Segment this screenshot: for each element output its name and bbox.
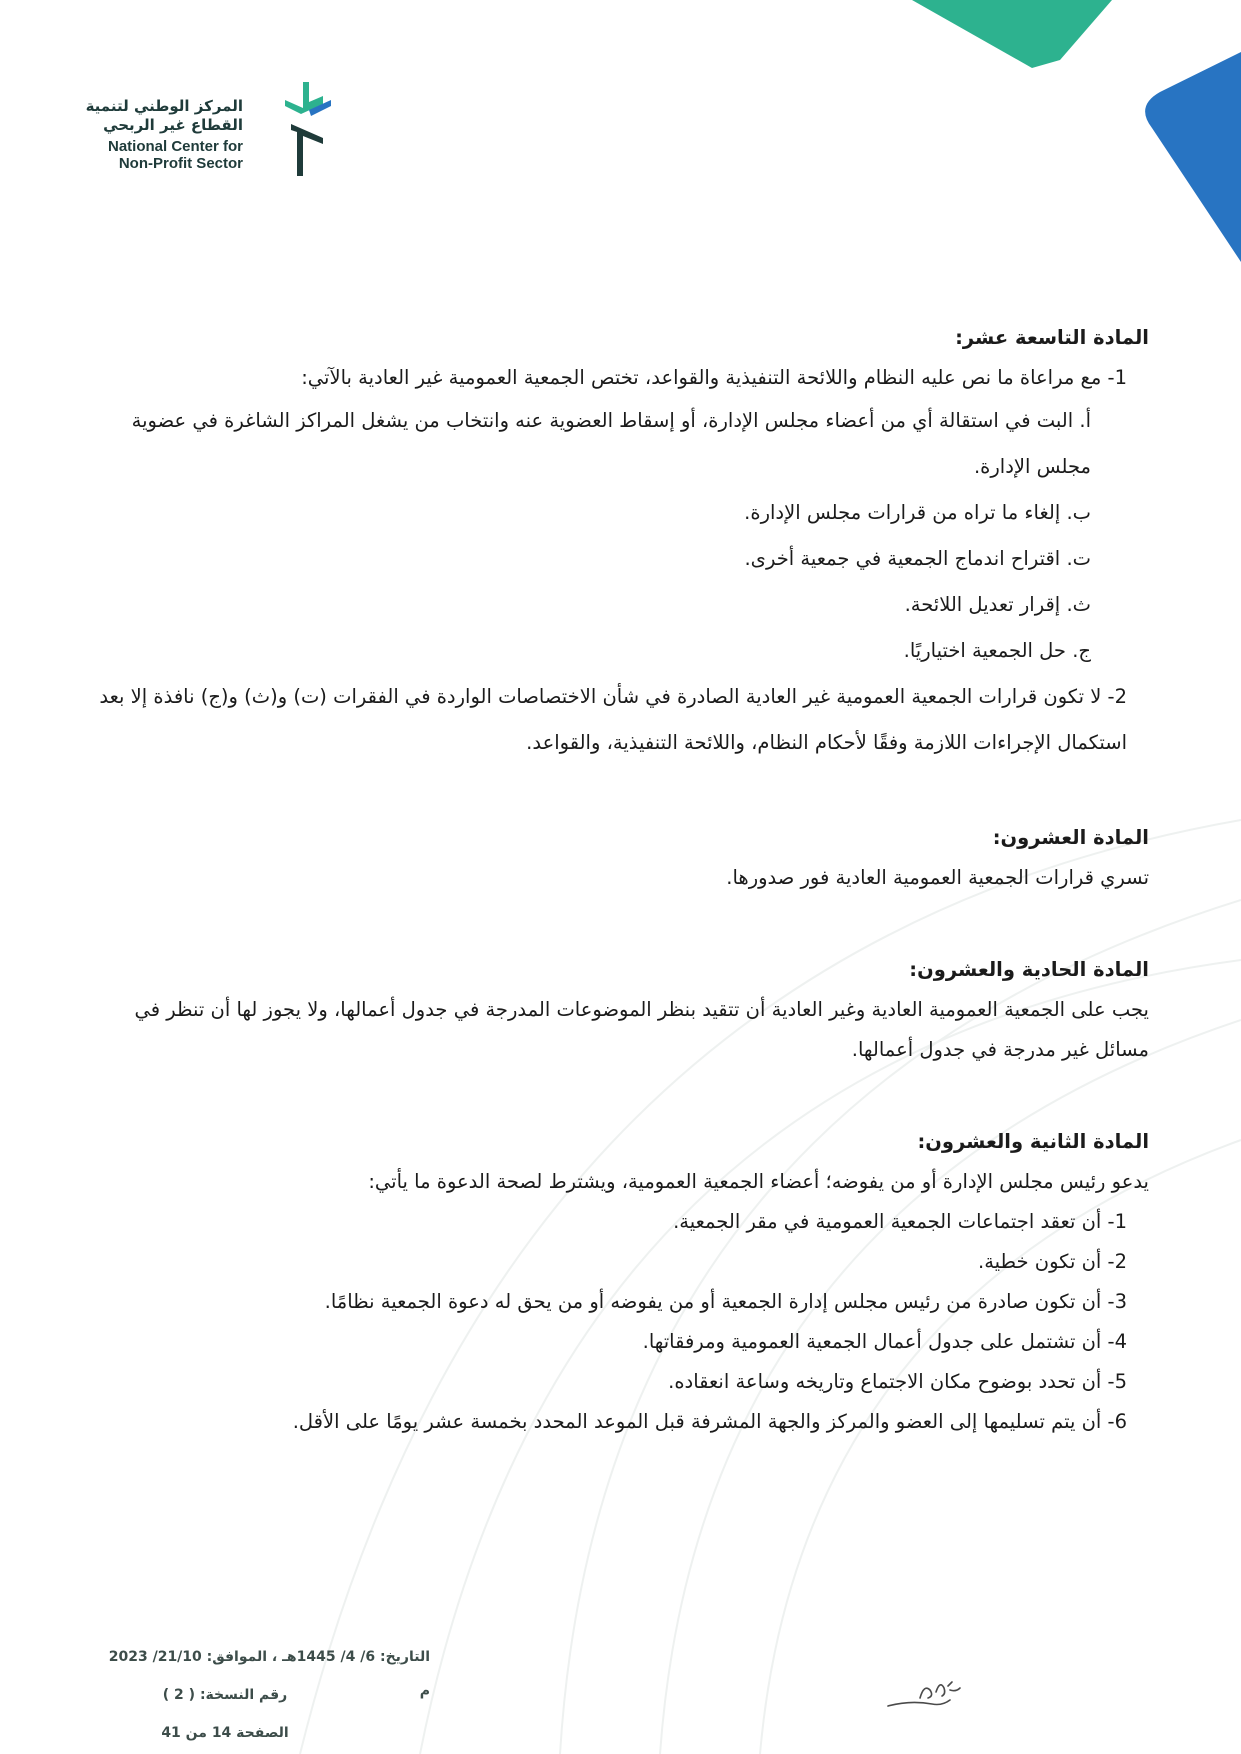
item-number: 1- [1107,1210,1127,1233]
footer-version: رقم النسخة: ( 2 ) [162,1687,288,1703]
item-text: أن يتم تسليمها إلى العضو والمركز والجهة المشرفة قبل الموعد المحدد بخمسة عشر يومًا على الأقل. [292,1410,1102,1433]
item-number: 5- [1107,1370,1127,1393]
article-19-sub-a [89,398,1149,490]
item-number: 3- [1107,1290,1127,1313]
article-22-item-1 [89,1202,1149,1242]
item-text: أن تكون خطية. [978,1250,1102,1273]
item-number: 1- [1107,366,1127,389]
article-22-item-2 [89,1242,1149,1282]
item-number: 6- [1107,1410,1127,1433]
article-19-item-2 [89,674,1149,766]
article-22-item-4 [89,1322,1149,1362]
item-text: أن تكون صادرة من رئيس مجلس إدارة الجمعية أو من يفوضه أو من يحق له دعوة الجمعية نظامًا. [324,1290,1102,1313]
sub-letter: ث. [1066,593,1091,616]
article-22-title: المادة الثانية والعشرون: [917,1130,1149,1153]
sub-letter: ب. [1066,501,1091,524]
sub-text: البت في استقالة أي من أعضاء مجلس الإدارة، أو إسقاط العضوية عنه وانتخاب من يشغل المراكز الشاغرة في عضوية مجلس الإدارة. [131,409,1091,478]
article-19-sub-t [89,536,1149,582]
sub-text: إلغاء ما تراه من قرارات مجلس الإدارة. [744,501,1061,524]
logo-english-line-2: Non-Profit Sector [118,155,243,172]
footer-page-number: الصفحة 14 من 41 [161,1725,289,1741]
item-text: أن تشتمل على جدول أعمال الجمعية العمومية ومرفقاتها. [642,1330,1102,1353]
sub-text: إقرار تعديل اللائحة. [904,593,1061,616]
sub-letter: أ. [1079,409,1091,432]
logo-english-line-1: National Center for [107,138,243,155]
article-22-item-3 [89,1282,1149,1322]
article-20-text: تسري قرارات الجمعية العمومية العادية فور صدورها. [726,866,1149,889]
article-19-sub-th [89,582,1149,628]
logo-arabic-line-2: القطاع غير الربحي [103,116,243,134]
article-19-item-1 [89,358,1149,398]
sub-letter: ج. [1072,639,1091,662]
article-19-sub-b [89,490,1149,536]
item-text: مع مراعاة ما نص عليه النظام واللائحة التنفيذية والقواعد، تختص الجمعية العمومية غير العادية بالآتي: [301,366,1102,389]
article-19-sub-j [89,628,1149,674]
article-19-title: المادة التاسعة عشر: [955,326,1149,349]
article-21-title: المادة الحادية والعشرون: [909,958,1149,981]
item-text: أن تحدد بوضوح مكان الاجتماع وتاريخه وساعة انعقاده. [668,1370,1102,1393]
item-text: أن تعقد اجتماعات الجمعية العمومية في مقر الجمعية. [673,1210,1102,1233]
signature-image [880,1670,970,1720]
logo-mark-icon [283,80,333,180]
footer-date: التاريخ: 6/ 4/ 1445هـ ، الموافق: 21/10/ 2023 م [108,1649,430,1699]
article-21-text: يجب على الجمعية العمومية العادية وغير العادية أن تتقيد بنظر الموضوعات المدرجة في جدول أعمالها، ولا يجوز لها أن تنظر في مسائل غير مدرجة في جدول أعمالها. [134,998,1149,1061]
item-number: 2- [1107,1250,1127,1273]
logo-text [85,97,243,180]
sub-text: اقتراح اندماج الجمعية في جمعية أخرى. [744,547,1061,570]
item-number: 4- [1107,1330,1127,1353]
ncnp-logo [85,80,335,180]
item-number: 2- [1107,685,1127,708]
article-22-intro: يدعو رئيس مجلس الإدارة أو من يفوضه؛ أعضاء الجمعية العمومية، ويشترط لصحة الدعوة ما يأتي: [368,1170,1149,1193]
sub-letter: ت. [1066,547,1091,570]
sub-text: حل الجمعية اختياريًا. [903,639,1066,662]
logo-arabic-line-1: المركز الوطني لتنمية [85,97,243,115]
document-body [89,318,1149,1442]
item-text: لا تكون قرارات الجمعية العمومية غير العادية الصادرة في شأن الاختصاصات الواردة في الفقرات (ت) و(ث) و(ج) نافذة إلا بعد استكمال الإجراءات اللازمة وفقًا لأحكام النظام، واللائحة التنفيذية، والقواعد. [99,685,1127,754]
article-22-item-5 [89,1362,1149,1402]
article-22-item-6 [89,1402,1149,1442]
article-20-title: المادة العشرون: [992,826,1149,849]
